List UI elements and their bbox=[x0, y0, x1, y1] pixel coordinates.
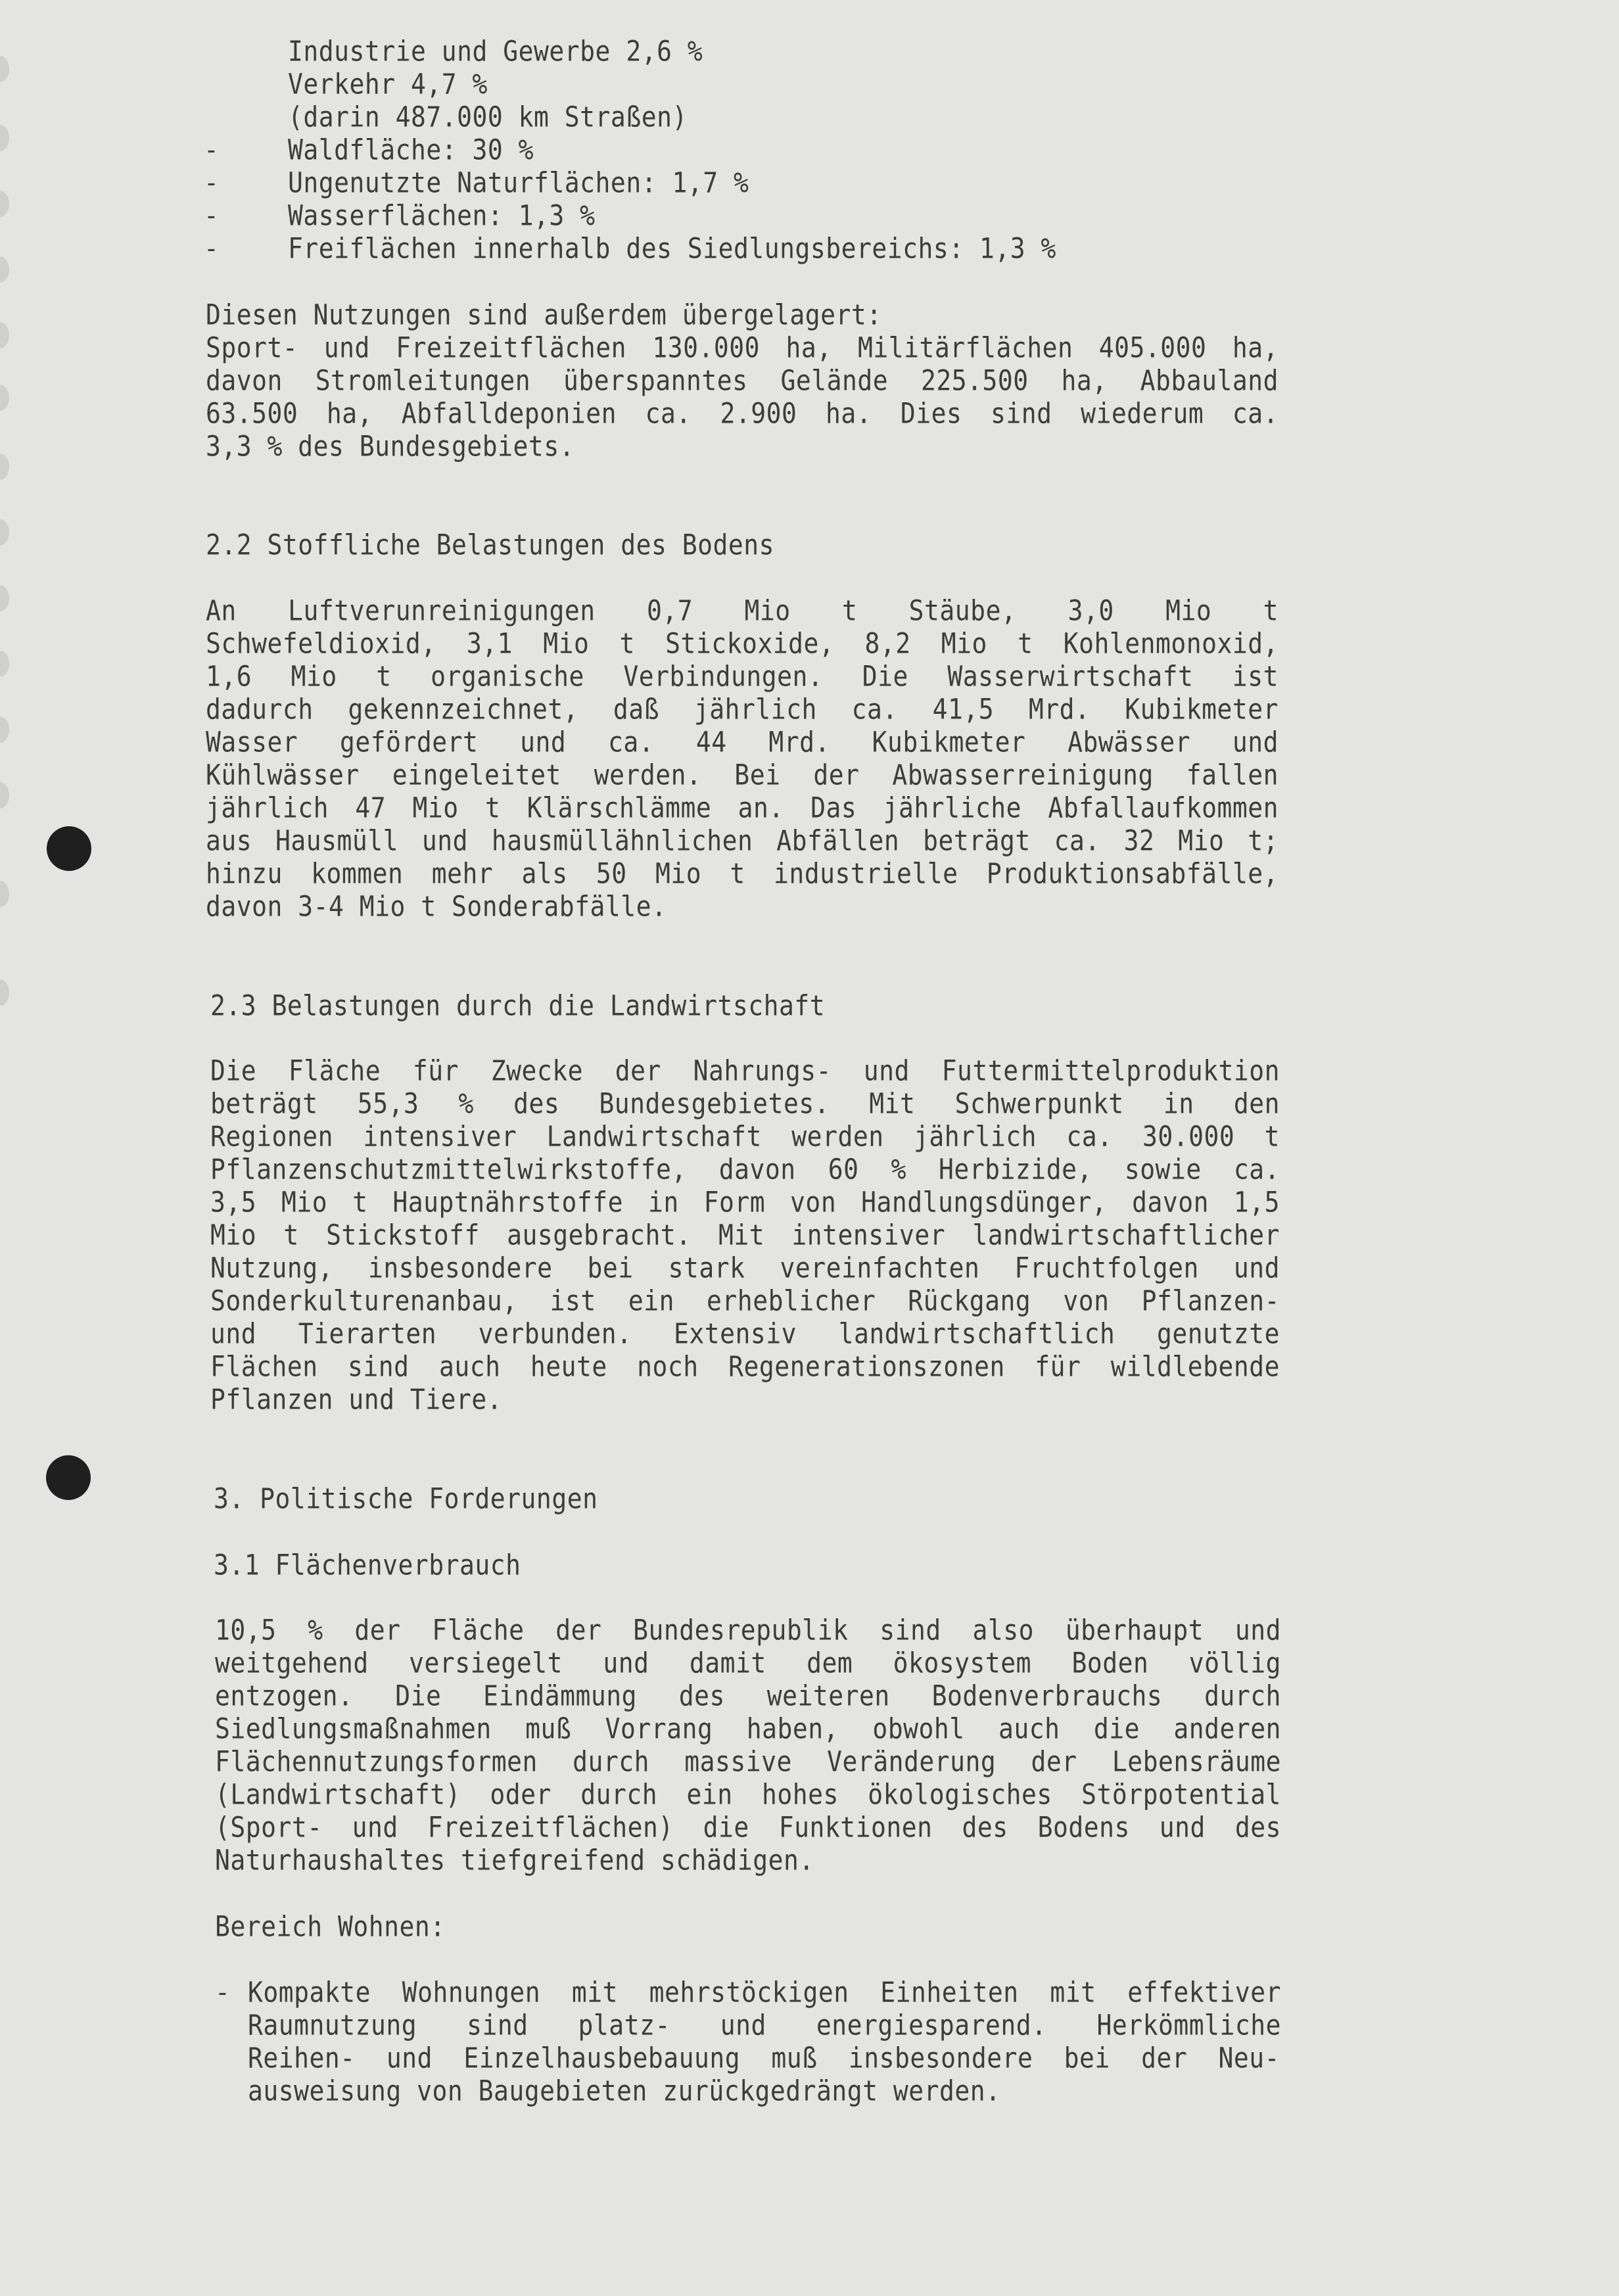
paragraph-line: 1,6 Mio t organische Verbindungen. Die Wasserwirtschaft ist bbox=[206, 660, 1279, 693]
section-heading: 3. Politische Forderungen bbox=[214, 1482, 598, 1515]
bullet-text-line: ausweisung von Baugebieten zurückgedrängt werden. bbox=[248, 2074, 1001, 2107]
bullet-text-line: Kompakte Wohnungen mit mehrstöckigen Einheiten mit effektiver bbox=[248, 1976, 1281, 2009]
bullet-item: Waldfläche: 30 % bbox=[288, 133, 534, 166]
paragraph-line: 10,5 % der Fläche der Bundesrepublik sind also überhaupt und bbox=[215, 1614, 1281, 1647]
paragraph-line: Nutzung, insbesondere bei stark vereinfachten Fruchtfolgen und bbox=[210, 1252, 1280, 1284]
paragraph-line: aus Hausmüll und hausmüllähnlichen Abfällen beträgt ca. 32 Mio t; bbox=[206, 824, 1279, 857]
text-line: Industrie und Gewerbe 2,6 % bbox=[288, 35, 703, 68]
paragraph-line: (Sport- und Freizeitflächen) die Funktionen des Bodens und des bbox=[215, 1811, 1281, 1844]
paragraph-line: Kühlwässer eingeleitet werden. Bei der Abwasserreinigung fallen bbox=[206, 759, 1279, 791]
perforation-mark bbox=[0, 979, 9, 1006]
paragraph-line: (Landwirtschaft) oder durch ein hohes ökologisches Störpotential bbox=[215, 1778, 1281, 1811]
paragraph-line: Flächennutzungsformen durch massive Veränderung der Lebensräume bbox=[215, 1745, 1281, 1778]
paragraph-line: An Luftverunreinigungen 0,7 Mio t Stäube, 3,0 Mio t bbox=[206, 594, 1279, 627]
perforation-mark bbox=[0, 651, 9, 677]
paragraph-line: Sport- und Freizeitflächen 130.000 ha, Militärflächen 405.000 ha, bbox=[206, 331, 1279, 364]
paragraph-line: davon Stromleitungen überspanntes Gelände 225.500 ha, Abbauland bbox=[206, 364, 1279, 397]
list-label: Bereich Wohnen: bbox=[215, 1910, 446, 1943]
section-heading: 2.3 Belastungen durch die Landwirtschaft bbox=[210, 989, 826, 1022]
bullet-dash: - bbox=[204, 135, 219, 164]
paragraph-line: Sonderkulturenanbau, ist ein erheblicher Rückgang von Pflanzen- bbox=[210, 1284, 1280, 1317]
paragraph-line: 3,5 Mio t Hauptnährstoffe in Form von Handlungsdünger, davon 1,5 bbox=[210, 1186, 1280, 1219]
perforation-mark bbox=[0, 385, 9, 411]
perforation-mark bbox=[0, 585, 9, 611]
paragraph-line: davon 3-4 Mio t Sonderabfälle. bbox=[206, 890, 667, 923]
bullet-dash: - bbox=[204, 168, 219, 197]
paragraph-line: Schwefeldioxid, 3,1 Mio t Stickoxide, 8,2 Mio t Kohlenmonoxid, bbox=[206, 627, 1279, 660]
section-heading: 2.2 Stoffliche Belastungen des Bodens bbox=[206, 528, 774, 561]
perforation-mark bbox=[0, 125, 9, 151]
text-line: Verkehr 4,7 % bbox=[288, 68, 488, 101]
perforation-mark bbox=[0, 782, 9, 808]
paragraph-line: dadurch gekennzeichnet, daß jährlich ca. 41,5 Mrd. Kubikmeter bbox=[206, 693, 1279, 726]
bullet-dash: - bbox=[204, 201, 219, 230]
paragraph-line: Pflanzenschutzmittelwirkstoffe, davon 60 % Herbizide, sowie ca. bbox=[210, 1153, 1280, 1186]
punch-hole bbox=[47, 826, 91, 871]
paragraph-line: Wasser gefördert und ca. 44 Mrd. Kubikmeter Abwässer und bbox=[206, 726, 1279, 759]
paragraph-line: Flächen sind auch heute noch Regenerationszonen für wildlebende bbox=[210, 1350, 1280, 1383]
subsection-heading: 3.1 Flächenverbrauch bbox=[214, 1549, 521, 1581]
paragraph-line: 3,3 % des Bundesgebiets. bbox=[206, 430, 575, 463]
punch-hole bbox=[46, 1455, 91, 1500]
bullet-dash: - bbox=[204, 234, 219, 263]
perforation-mark bbox=[0, 881, 9, 907]
perforation-mark bbox=[0, 716, 9, 743]
paragraph-line: Mio t Stickstoff ausgebracht. Mit intensiver landwirtschaftlicher bbox=[210, 1219, 1280, 1252]
perforation-mark bbox=[0, 56, 9, 82]
paragraph-line: Naturhaushaltes tiefgreifend schädigen. bbox=[215, 1844, 814, 1877]
bullet-text-line: Reihen- und Einzelhausbebauung muß insbesondere bei der Neu- bbox=[248, 2042, 1280, 2074]
paragraph-line: entzogen. Die Eindämmung des weiteren Bodenverbrauchs durch bbox=[215, 1679, 1281, 1712]
paragraph-line: jährlich 47 Mio t Klärschlämme an. Das jährliche Abfallaufkommen bbox=[206, 791, 1279, 824]
bullet-item: Freiflächen innerhalb des Siedlungsbereichs: 1,3 % bbox=[288, 232, 1056, 265]
bullet-item: Ungenutzte Naturflächen: 1,7 % bbox=[288, 166, 749, 199]
text-line: (darin 487.000 km Straßen) bbox=[288, 101, 688, 133]
perforation-mark bbox=[0, 322, 9, 348]
perforation-mark bbox=[0, 519, 9, 546]
paragraph-line: hinzu kommen mehr als 50 Mio t industrielle Produktionsabfälle, bbox=[206, 857, 1279, 890]
bullet-item: Wasserflächen: 1,3 % bbox=[288, 199, 596, 232]
bullet-dash: - bbox=[215, 1978, 230, 2007]
paragraph-line: Pflanzen und Tiere. bbox=[210, 1383, 503, 1416]
paragraph-line: und Tierarten verbunden. Extensiv landwirtschaftlich genutzte bbox=[210, 1317, 1280, 1350]
paragraph-line: Diesen Nutzungen sind außerdem übergelagert: bbox=[206, 298, 882, 331]
paragraph-line: Die Fläche für Zwecke der Nahrungs- und Futtermittelproduktion bbox=[210, 1054, 1280, 1087]
perforation-mark bbox=[0, 191, 9, 217]
bullet-text-line: Raumnutzung sind platz- und energiesparend. Herkömmliche bbox=[248, 2009, 1281, 2042]
paragraph-line: Siedlungsmaßnahmen muß Vorrang haben, obwohl auch die anderen bbox=[215, 1712, 1281, 1745]
perforation-mark bbox=[0, 256, 9, 283]
paragraph-line: 63.500 ha, Abfalldeponien ca. 2.900 ha. Dies sind wiederum ca. bbox=[206, 397, 1279, 430]
paragraph-line: Regionen intensiver Landwirtschaft werden jährlich ca. 30.000 t bbox=[210, 1120, 1280, 1153]
paragraph-line: beträgt 55,3 % des Bundesgebietes. Mit Schwerpunkt in den bbox=[210, 1087, 1280, 1120]
perforation-mark bbox=[0, 454, 9, 480]
paragraph-line: weitgehend versiegelt und damit dem ökosystem Boden völlig bbox=[215, 1647, 1281, 1679]
